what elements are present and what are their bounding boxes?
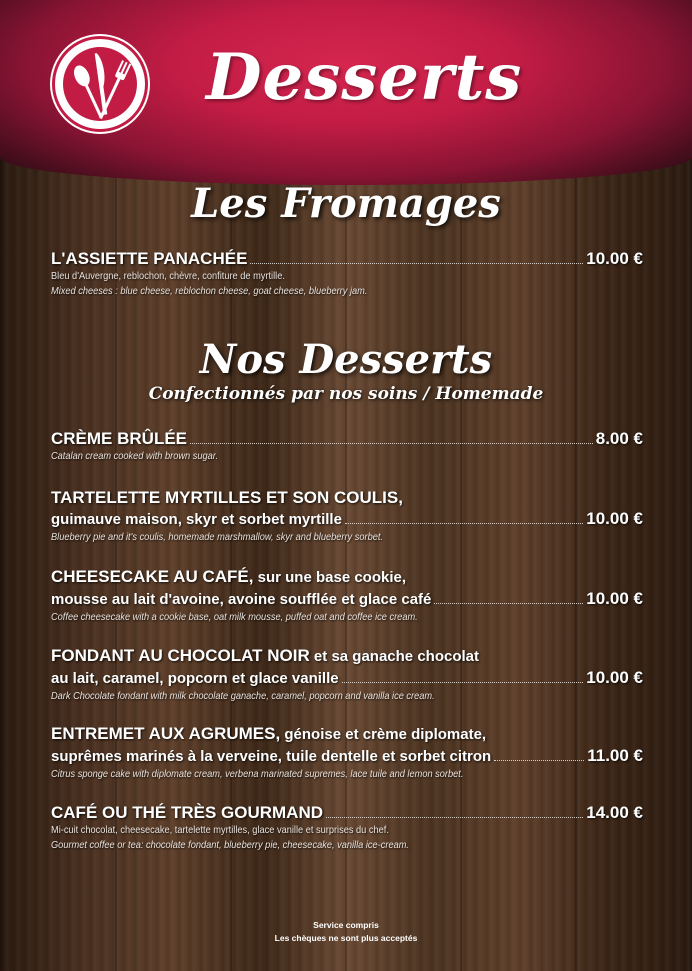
item-price: 8.00 € — [595, 429, 643, 448]
item-name-line2: au lait, caramel, popcorn et glace vanille — [51, 670, 339, 687]
footer-service: Service compris — [313, 920, 379, 930]
item-description-en: Citrus sponge cake with diplomate cream, verbena marinated supremes, lace tuile and lemon sorbet. — [51, 768, 464, 780]
item-name-line2: mousse au lait d'avoine, avoine soufflée et glace café — [51, 591, 432, 608]
item-price: 10.00 € — [586, 589, 643, 608]
item-description-en: Dark Chocolate fondant with milk chocolate ganache, caramel, popcorn and vanilla ice cream. — [51, 690, 435, 702]
section-title-fromages: Les Fromages — [191, 180, 501, 227]
item-description-en: Blueberry pie and it's coulis, homemade marshmallow, skyr and blueberry sorbet. — [51, 531, 383, 543]
item-price: 11.00 € — [587, 746, 643, 765]
item-name: CHEESECAKE AU CAFÉ, — [51, 567, 254, 586]
footer-cheques: Les chèques ne sont plus acceptés — [274, 933, 418, 943]
item-name: CAFÉ OU THÉ TRÈS GOURMAND — [51, 803, 323, 822]
footer — [0, 919, 692, 945]
item-description-en: Catalan cream cooked with brown sugar. — [51, 450, 219, 462]
item-description-fr: Mi-cuit chocolat, cheesecake, tartelette myrtilles, glace vanille et surprises du chef. — [51, 824, 389, 836]
menu-item — [51, 428, 643, 464]
item-price: 10.00 € — [586, 509, 643, 528]
item-name: L'ASSIETTE PANACHÉE — [51, 249, 248, 268]
item-name-rest: génoise et crème diplomate, — [280, 726, 487, 743]
item-price: 14.00 € — [586, 803, 643, 822]
item-price: 10.00 € — [586, 249, 643, 268]
page-title: Desserts — [206, 40, 523, 115]
item-price: 10.00 € — [586, 668, 643, 687]
item-description-en: Mixed cheeses : blue cheese, reblochon cheese, goat cheese, blueberry jam. — [51, 285, 368, 297]
header-banner — [0, 0, 692, 185]
item-description-fr: Bleu d'Auvergne, reblochon, chèvre, confiture de myrtille. — [51, 270, 285, 282]
item-name: CRÈME BRÛLÉE — [51, 429, 188, 448]
item-name-rest: et sa ganache chocolat — [309, 648, 479, 665]
cutlery-icon — [55, 39, 145, 129]
item-description-en: Coffee cheesecake with a cookie base, oat milk mousse, puffed oat and coffee ice cream. — [51, 611, 418, 623]
menu-item — [51, 566, 643, 625]
item-description-en: Gourmet coffee or tea: chocolate fondant, blueberry pie, cheesecake, vanilla ice-cream. — [51, 839, 409, 851]
menu-item — [51, 723, 643, 782]
item-name: ENTREMET AUX AGRUMES, — [51, 724, 281, 743]
menu-item — [51, 645, 643, 704]
section-subtitle: Confectionnés par nos soins / Homemade — [148, 384, 544, 404]
logo — [52, 36, 148, 132]
item-name: FONDANT AU CHOCOLAT NOIR — [51, 646, 310, 665]
menu-item — [51, 802, 643, 853]
item-name-line2: guimauve maison, skyr et sorbet myrtille — [51, 511, 342, 528]
section-title-desserts: Nos Desserts — [199, 336, 493, 383]
item-name: TARTELETTE MYRTILLES ET SON COULIS, — [51, 488, 403, 507]
menu-item — [51, 487, 643, 545]
item-name-rest: sur une base cookie, — [253, 569, 407, 586]
item-name-line2: suprêmes marinés à la verveine, tuile dentelle et sorbet citron — [51, 748, 492, 765]
menu-item — [51, 248, 643, 299]
